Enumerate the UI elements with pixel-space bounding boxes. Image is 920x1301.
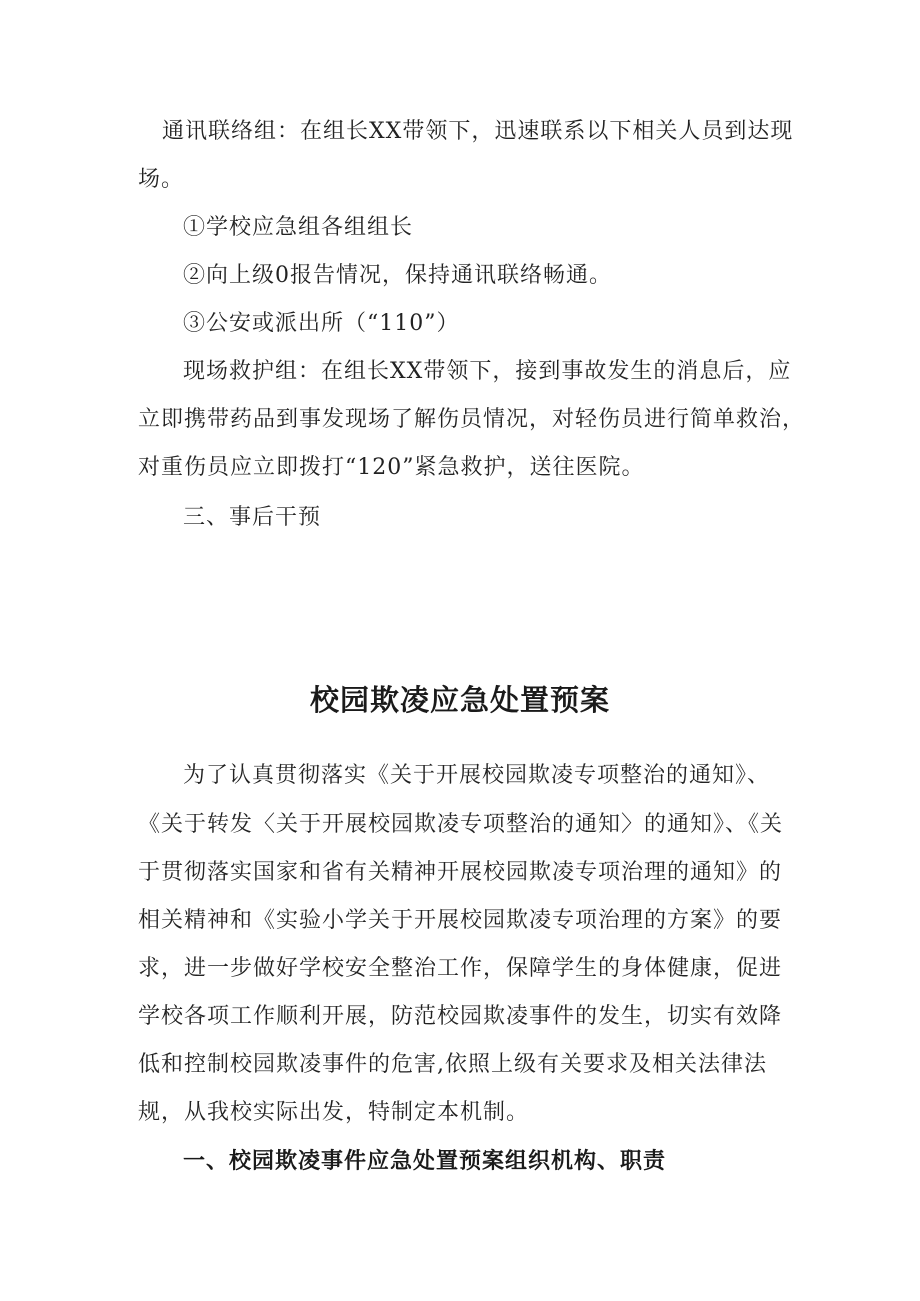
- contact-item-2: ②向上级0报告情况，保持通讯联络畅通。: [183, 263, 612, 288]
- intro-line-6: 学校各项工作顺利开展，防范校园欺凌事件的发生，切实有效降: [138, 1004, 783, 1029]
- intro-line-7: 低和控制校园欺凌事件的危害,依照上级有关要求及相关法律法: [138, 1052, 767, 1077]
- intro-line-3: 于贯彻落实国家和省有关精神开展校园欺凌专项治理的通知》的: [138, 860, 783, 885]
- intro-line-2: 《关于转发〈关于开展校园欺凌专项整治的通知〉的通知》、《关: [138, 812, 784, 837]
- contact-item-1: ①学校应急组各组组长: [183, 215, 414, 240]
- contact-item-3: ③公安或派出所（“110”）: [183, 311, 460, 336]
- section-three-heading: 三、事后干预: [183, 505, 322, 530]
- comm-group-line-2: 场。: [138, 167, 185, 192]
- rescue-group-line-3: 对重伤员应立即拨打“120”紧急救护，送往医院。: [138, 455, 645, 480]
- document-title: 校园欺凌应急处置预案: [309, 683, 610, 717]
- intro-line-1: 为了认真贯彻落实《关于开展校园欺凌专项整治的通知》、: [183, 763, 771, 788]
- comm-group-line-1: 通讯联络组：在组长XX带领下，迅速联系以下相关人员到达现: [162, 119, 794, 144]
- intro-line-5: 求，进一步做好学校安全整治工作，保障学生的身体健康，促进: [138, 956, 783, 981]
- intro-line-8: 规，从我校实际出发，特制定本机制。: [138, 1100, 530, 1125]
- intro-line-4: 相关精神和《实验小学关于开展校园欺凌专项治理的方案》的要: [138, 908, 783, 933]
- rescue-group-line-1: 现场救护组：在组长XX带领下，接到事故发生的消息后，应: [183, 359, 792, 384]
- rescue-group-line-2: 立即携带药品到事发现场了解伤员情况，对轻伤员进行简单救治，: [138, 407, 806, 432]
- section-one-heading: 一、校园欺凌事件应急处置预案组织机构、职责: [183, 1149, 667, 1174]
